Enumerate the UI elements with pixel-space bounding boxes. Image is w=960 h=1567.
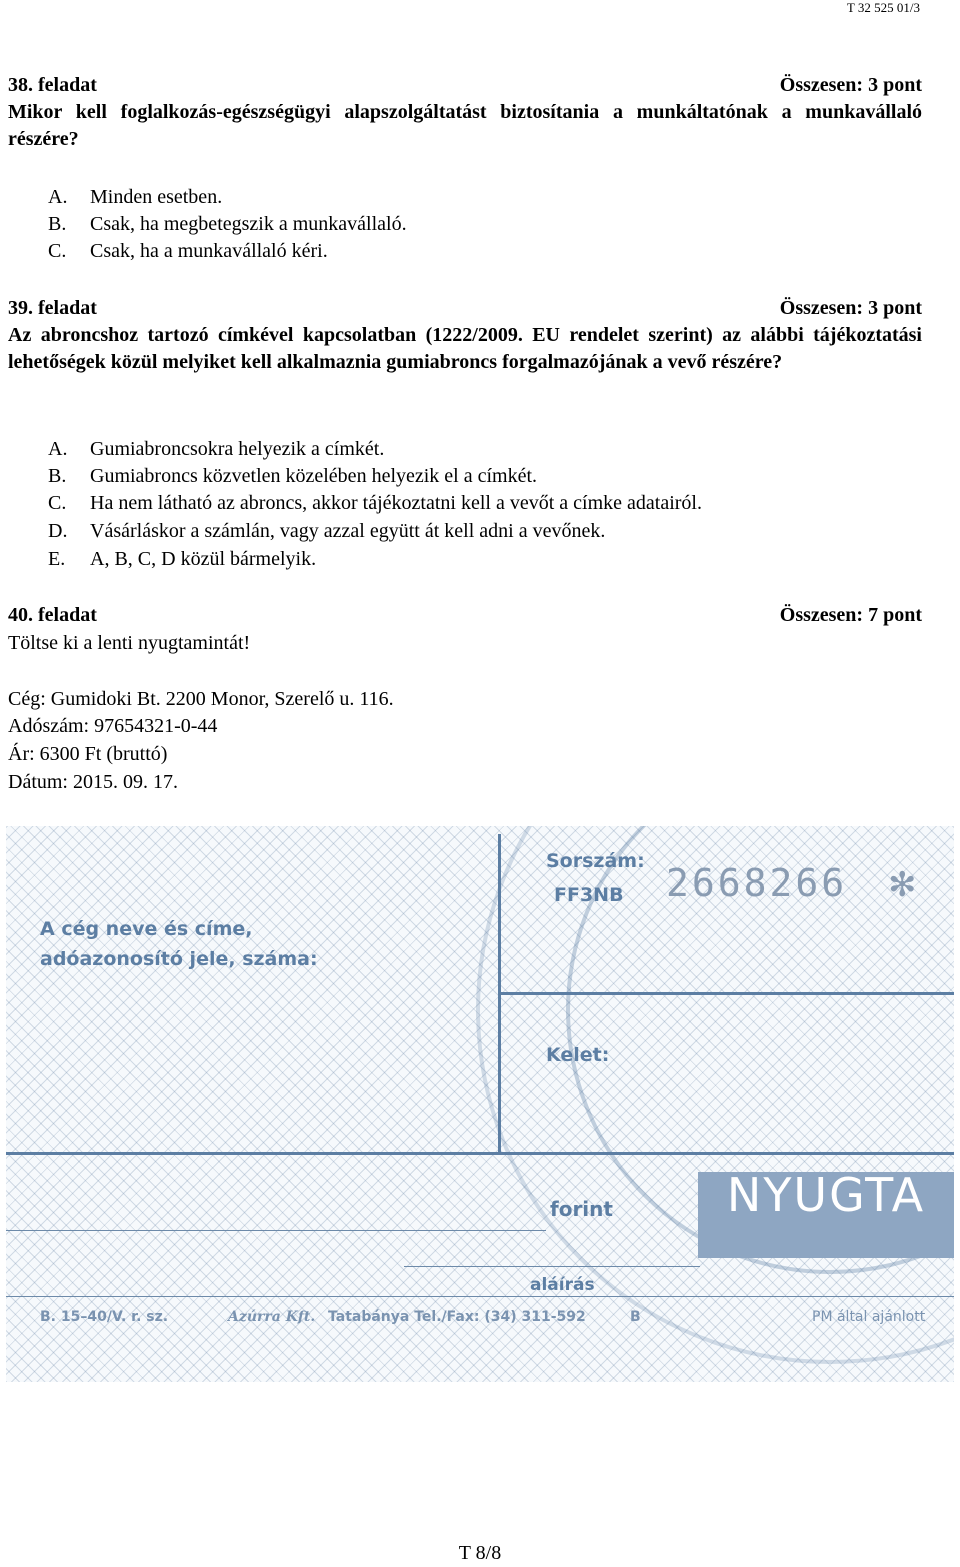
q38-question: Mikor kell foglalkozás-egészségügyi alapszolgáltatást biztosítania a munkáltatónak a munkavállaló részére? <box>8 101 922 150</box>
company-label-line-1: A cég neve és címe, <box>40 918 253 940</box>
printer-signature-logo: Azúrra Kft. <box>228 1309 316 1325</box>
q40-detail-price: Ár: 6300 Ft (bruttó) <box>8 743 168 765</box>
q39-option-a <box>48 436 384 463</box>
q39-points: Összesen: 3 pont <box>779 297 922 319</box>
q38-title: 38. feladat <box>8 74 97 96</box>
q40-detail-tax-number: Adószám: 97654321-0-44 <box>8 715 218 737</box>
bottom-rule <box>6 1296 954 1297</box>
option-text: Csak, ha megbetegszik a munkavállaló. <box>90 213 407 235</box>
asterisk-icon: ✻ <box>888 867 917 904</box>
serial-number: 2668266 <box>666 861 848 905</box>
printer-contact: Tatabánya Tel./Fax: (34) 311-592 <box>328 1309 586 1325</box>
option-text: Vásárláskor a számlán, vagy azzal együtt át kell adni a vevőnek. <box>90 520 606 542</box>
option-text: Gumiabroncs közvetlen közelében helyezik el a címkét. <box>90 465 538 487</box>
option-text: Ha nem látható az abroncs, akkor tájékoztatni kell a vevőt a címke adatairól. <box>90 492 702 514</box>
q38-option-c <box>48 238 328 265</box>
option-text: Minden esetben. <box>90 186 223 208</box>
q38-points: Összesen: 3 pont <box>779 74 922 96</box>
sorszam-code: FF3NB <box>554 884 624 906</box>
option-letter: B. <box>48 213 67 235</box>
document-code: T 32 525 01/3 <box>846 0 920 15</box>
q40-instruction: Töltse ki a lenti nyugtamintát! <box>8 632 251 654</box>
receipt-divider-sorszam <box>498 992 954 995</box>
company-label <box>40 914 318 974</box>
forint-label: forint <box>550 1197 613 1221</box>
page-number: T 8/8 <box>458 1542 502 1564</box>
q38-option-a <box>48 184 222 211</box>
option-text: A, B, C, D közül bármelyik. <box>90 548 317 570</box>
q40-detail-date: Dátum: 2015. 09. 17. <box>8 771 178 793</box>
q40-points: Összesen: 7 pont <box>779 604 922 626</box>
q40-title: 40. feladat <box>8 604 97 626</box>
option-text: Gumiabroncsokra helyezik a címkét. <box>90 438 385 460</box>
q39-title: 39. feladat <box>8 297 97 319</box>
amount-line <box>6 1230 546 1231</box>
q38-option-b <box>48 211 407 238</box>
option-letter: A. <box>48 438 68 460</box>
option-letter: B. <box>48 465 67 487</box>
q39-option-d <box>48 518 605 545</box>
pm-recommendation: PM által ajánlott <box>812 1309 926 1325</box>
q40-detail-company: Cég: Gumidoki Bt. 2200 Monor, Szerelő u. 116. <box>8 688 394 710</box>
nyugta-label: NYUGTA <box>726 1168 926 1222</box>
q39-header <box>8 295 922 322</box>
q38-header <box>8 72 922 99</box>
q39-question: Az abroncshoz tartozó címkével kapcsolatban (1222/2009. EU rendelet szerint) az alábbi tájékoztatási lehetőségek közül melyiket kell alkalmaznia gumiabroncs forgalmazójának a vevő részére? <box>8 324 922 373</box>
form-series-letter: B <box>630 1309 641 1325</box>
q39-option-e <box>48 546 316 573</box>
signature-label: aláírás <box>530 1275 595 1295</box>
q40-header <box>8 602 922 629</box>
option-letter: C. <box>48 492 67 514</box>
option-letter: A. <box>48 186 68 208</box>
receipt-divider-main <box>6 1152 954 1155</box>
kelet-label: Kelet: <box>546 1044 610 1066</box>
option-letter: E. <box>48 548 66 570</box>
receipt-form <box>6 826 954 1382</box>
option-text: Csak, ha a munkavállaló kéri. <box>90 240 328 262</box>
sorszam-label: Sorszám: <box>546 850 645 872</box>
form-code: B. 15–40/V. r. sz. <box>40 1309 169 1325</box>
q39-option-c <box>48 490 702 517</box>
option-letter: C. <box>48 240 67 262</box>
q39-option-b <box>48 463 537 490</box>
company-label-line-2: adóazonosító jele, száma: <box>40 948 318 970</box>
option-letter: D. <box>48 520 68 542</box>
signature-line <box>404 1266 700 1267</box>
